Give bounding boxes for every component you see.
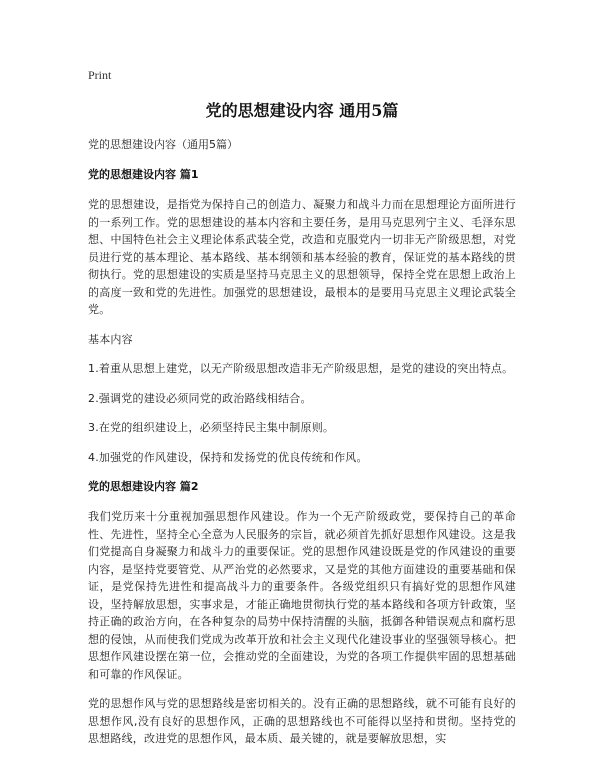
list-item: 2.强调党的建设必须同党的政治路线相结合。	[88, 391, 312, 405]
section-2	[88, 478, 516, 748]
paragraph-subheading: 基本内容	[88, 332, 133, 346]
paragraph: 党的思想建设，是指党为保持自己的创造力、凝聚力和战斗力而在思想理论方面所进行的一系列工作。党的思想建设的基本内容和主要任务，是用马克思列宁主义、毛泽东思想、中国特色社会主义理论体系武装全党，改造和克服党内一切非无产阶级思想，对党员进行党的基本理论、基本路线、基本纲领和基本经验的教育，保证党的基本路线的贯彻执行。党的思想建设的实质是坚持马克思主义的思想领导，保持全党在思想上政治上的高度一致和党的先进性。加强党的思想建设，最根本的是要用马克思主义理论武装全党。	[88, 198, 516, 316]
paragraph: 党的思想作风与党的思想路线是密切相关的。没有正确的思想路线，就不可能有良好的思想作风,没有良好的思想作风，正确的思想路线也不可能得以坚持和贯彻。坚持党的思想路线，改进党的思想作风，最本质、最关键的，就是要解放思想，实	[88, 697, 516, 745]
list-item: 4.加强党的作风建设，保持和发扬党的优良传统和作风。	[88, 450, 368, 464]
paragraph: 我们党历来十分重视加强思想作风建设。作为一个无产阶级政党，要保持自己的革命性、先进性，坚持全心全意为人民服务的宗旨，就必须首先抓好思想作风建设。这是我们党提高自身凝聚力和战斗力的重要保证。党的思想作风建设既是党的作风建设的重要内容，是坚持党要管党、从严治党的必然要求，又是党的其他方面建设的重要基础和保证，是党保持先进性和提高战斗力的重要条件。各级党组织只有搞好党的思想作风建设，坚持解放思想，实事求是，才能正确地贯彻执行党的基本路线和各项方针政策，坚持正确的政治方向，在各种复杂的局势中保持清醒的头脑，抵御各种错误观点和腐朽思想的侵蚀，从而使我们党成为改革开放和社会主义现代化建设事业的坚强领导核心。把思想作风建设摆在第一位，会推动党的全面建设，为党的各项工作提供牢固的思想基础和可靠的作风保证。	[88, 510, 516, 681]
document-subtitle: 党的思想建设内容（通用5篇）	[88, 138, 238, 151]
section-heading: 党的思想建设内容 篇2	[88, 480, 199, 493]
document-page	[88, 68, 516, 759]
section-heading: 党的思想建设内容 篇1	[88, 168, 199, 181]
print-label: Print	[88, 68, 112, 82]
list-item: 3.在党的组织建设上，必须坚持民主集中制原则。	[88, 421, 335, 434]
document-title: 党的思想建设内容 通用5篇	[205, 101, 399, 120]
section-1	[88, 166, 516, 466]
list-item: 1.着重从思想上建党，以无产阶级思想改造非无产阶级思想，是党的建设的突出特点。	[88, 362, 514, 375]
